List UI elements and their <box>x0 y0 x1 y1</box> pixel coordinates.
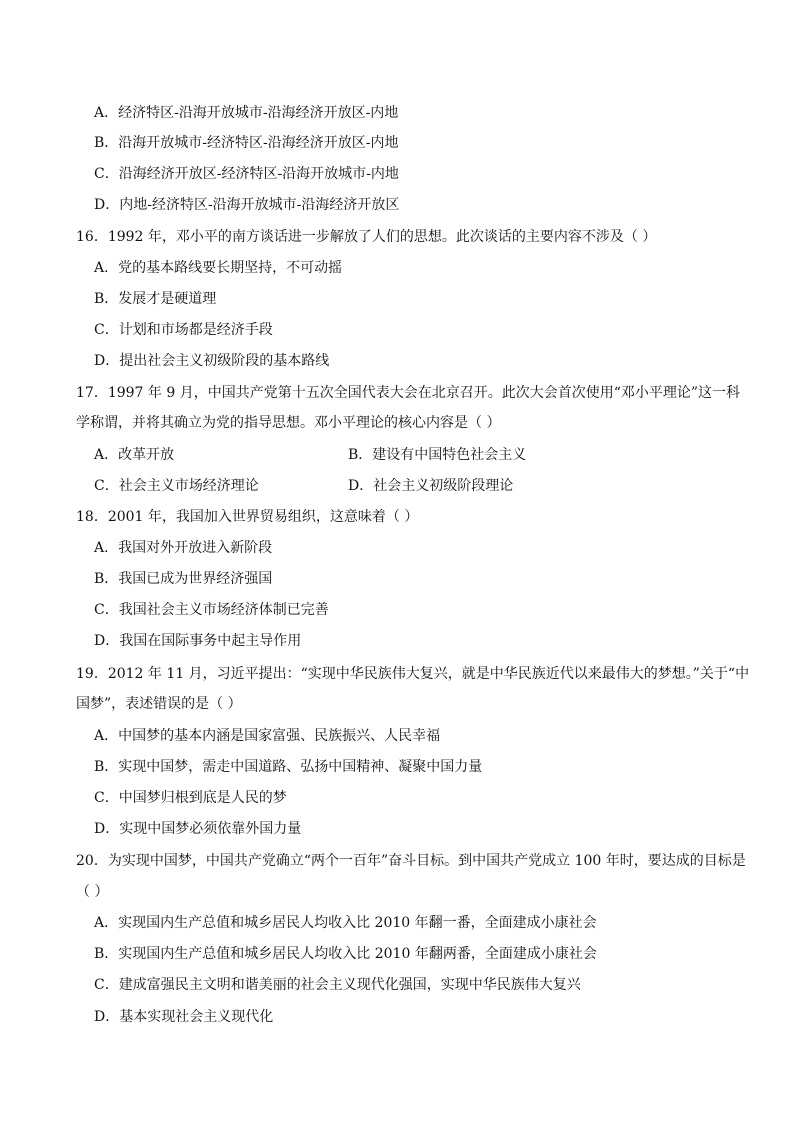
q20-stem-line1: 20．为实现中国梦，中国共产党确立“两个一百年”奋斗目标。到中国共产党成立 100 年时，要达成的目标是 <box>76 853 746 869</box>
q18-option-c: C．我国社会主义市场经济体制已完善 <box>94 602 329 618</box>
q17-option-b: B．建设有中国特色社会主义 <box>348 447 527 463</box>
q15-option-a: A．经济特区-沿海开放城市-沿海经济开放区-内地 <box>94 105 399 121</box>
q17-option-a: A．改革开放 <box>94 447 175 463</box>
q18-option-b: B．我国已成为世界经济强国 <box>94 571 273 587</box>
q18-option-d: D．我国在国际事务中起主导作用 <box>94 633 302 649</box>
q19-option-a: A．中国梦的基本内涵是国家富强、民族振兴、人民幸福 <box>94 728 441 744</box>
q20-option-b: B．实现国内生产总值和城乡居民人均收入比 2010 年翻两番，全面建成小康社会 <box>94 946 597 962</box>
q16-option-a: A．党的基本路线要长期坚持，不可动摇 <box>94 260 343 276</box>
q19-option-b: B．实现中国梦，需走中国道路、弘扬中国精神、凝聚中国力量 <box>94 759 483 775</box>
q16-option-c: C．计划和市场都是经济手段 <box>94 322 273 338</box>
q20-stem-line2: （ ） <box>76 884 109 900</box>
q15-option-d: D．内地-经济特区-沿海开放城市-沿海经济开放区 <box>94 197 400 213</box>
q18-stem: 18．2001 年，我国加入世界贸易组织，这意味着（ ） <box>76 509 419 525</box>
q16-option-d: D．提出社会主义初级阶段的基本路线 <box>94 353 330 369</box>
q16-stem: 16．1992 年，邓小平的南方谈话进一步解放了人们的思想。此次谈话的主要内容不涉及（ ） <box>76 229 657 245</box>
q17-stem-line2: 学称谓，并将其确立为党的指导思想。邓小平理论的核心内容是（ ） <box>76 415 501 431</box>
q17-stem-line1: 17．1997 年 9 月，中国共产党第十五次全国代表大会在北京召开。此次大会首次使用“邓小平理论”这一科 <box>76 385 741 401</box>
q20-option-d: D．基本实现社会主义现代化 <box>94 1009 274 1025</box>
q19-option-c: C．中国梦归根到底是人民的梦 <box>94 790 287 806</box>
q15-option-b: B．沿海开放城市-经济特区-沿海经济开放区-内地 <box>94 135 399 151</box>
q19-option-d: D．实现中国梦必须依靠外国力量 <box>94 821 302 837</box>
q19-stem-line1: 19．2012 年 11 月，习近平提出：“实现中华民族伟大复兴，就是中华民族近代以来最伟大的梦想。”关于“中 <box>76 666 750 682</box>
q17-option-d: D．社会主义初级阶段理论 <box>348 478 514 494</box>
q19-stem-line2: 国梦”，表述错误的是（ ） <box>76 696 242 712</box>
q17-option-c: C．社会主义市场经济理论 <box>94 478 259 494</box>
q20-option-a: A．实现国内生产总值和城乡居民人均收入比 2010 年翻一番，全面建成小康社会 <box>94 915 597 931</box>
q20-option-c: C．建成富强民主文明和谐美丽的社会主义现代化强国，实现中华民族伟大复兴 <box>94 977 581 993</box>
q18-option-a: A．我国对外开放进入新阶段 <box>94 540 273 556</box>
q15-option-c: C．沿海经济开放区-经济特区-沿海开放城市-内地 <box>94 166 399 182</box>
q16-option-b: B．发展才是硬道理 <box>94 291 217 307</box>
